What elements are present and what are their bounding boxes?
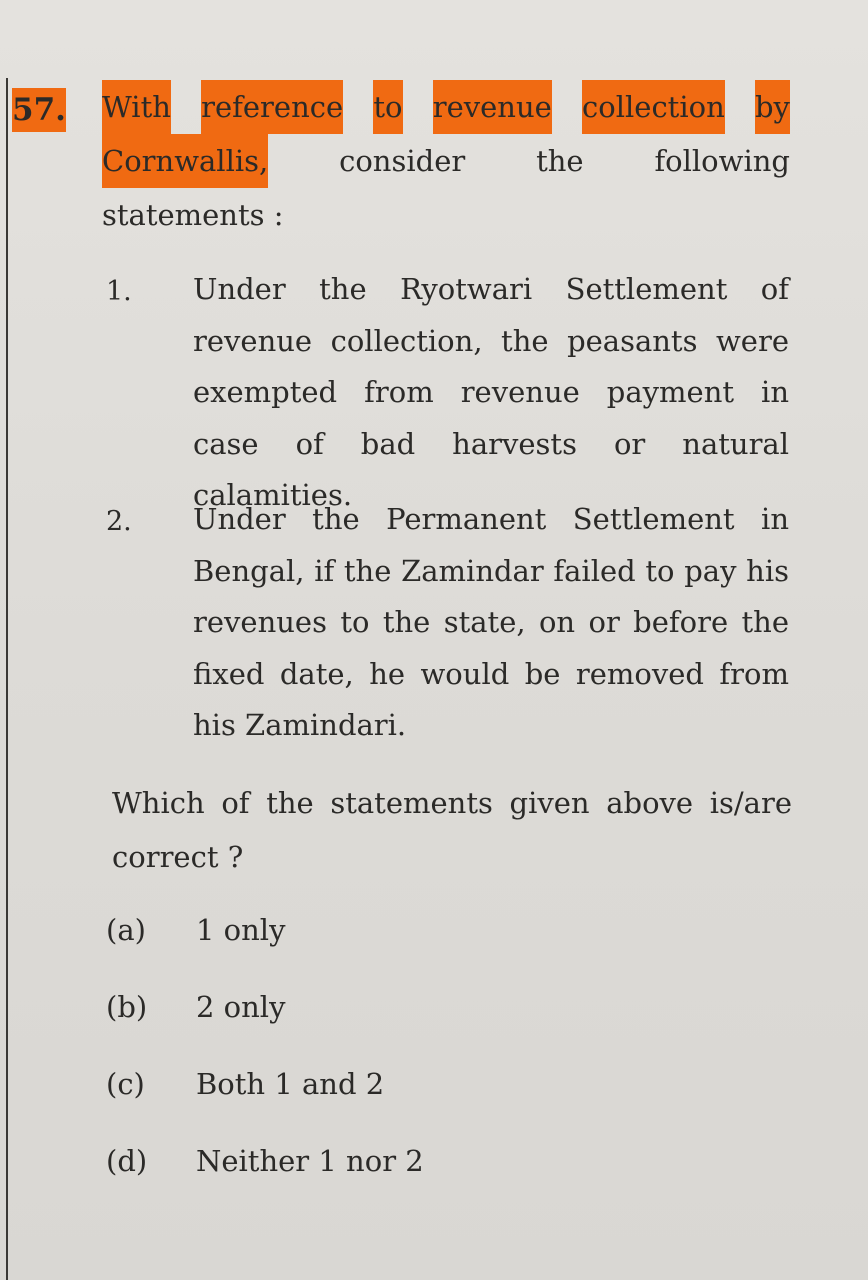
question-line-2	[102, 134, 790, 188]
question-prompt: Which of the statements given above is/are correct ?	[112, 786, 792, 874]
question-line-3	[102, 188, 790, 242]
question-word: revenue	[433, 80, 552, 134]
statement-text: Under the Ryotwari Settlement of revenue collection, the peasants were exempted from revenue payment in case of bad harvests or natural calamities.	[193, 272, 789, 512]
option-text[interactable]: 2 only	[196, 990, 286, 1024]
option-label[interactable]: (b)	[106, 990, 148, 1024]
option-label[interactable]: (a)	[106, 913, 146, 947]
option-text[interactable]: Neither 1 nor 2	[196, 1144, 424, 1178]
question-word: consider	[339, 144, 466, 178]
question-word: With	[102, 80, 171, 134]
question-word: following	[654, 144, 790, 178]
question-word: to	[373, 80, 402, 134]
option-label[interactable]: (d)	[106, 1144, 148, 1178]
margin-rule	[6, 78, 8, 1280]
question-word: the	[536, 144, 584, 178]
statement-number: 1.	[106, 276, 132, 307]
question-word: by	[755, 80, 790, 134]
option-label[interactable]: (c)	[106, 1067, 145, 1101]
question-line-1	[102, 80, 790, 134]
question-stem	[102, 80, 790, 242]
statement-text: Under the Permanent Settlement in Bengal, if the Zamindar failed to pay his revenues to the state, on or before the fixed date, he would be removed from his Zamindari.	[193, 502, 789, 742]
question-word: Cornwallis,	[102, 134, 268, 188]
question-number: 57.	[12, 88, 66, 132]
question-word: statements :	[102, 198, 284, 232]
option-text[interactable]: Both 1 and 2	[196, 1067, 385, 1101]
statement-number: 2.	[106, 506, 132, 537]
option-text[interactable]: 1 only	[196, 913, 286, 947]
question-word: collection	[582, 80, 725, 134]
question-word: reference	[201, 80, 343, 134]
